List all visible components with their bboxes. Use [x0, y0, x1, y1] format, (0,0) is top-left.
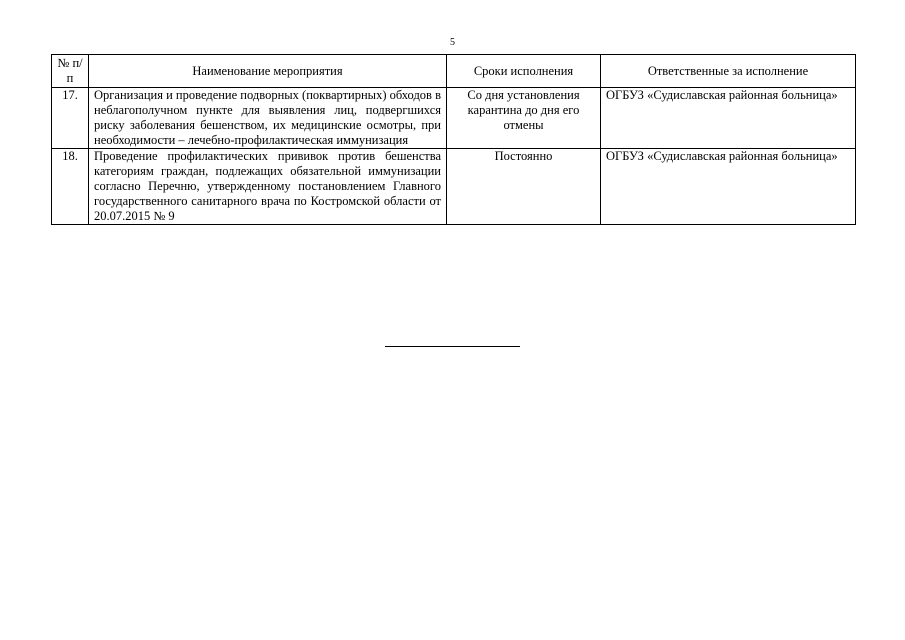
row-num: 17.: [52, 88, 89, 149]
table-row: [52, 149, 856, 225]
row-term: Со дня установления карантина до дня его отмены: [447, 88, 601, 149]
row-responsible: ОГБУЗ «Судиславская районная больница»: [601, 149, 856, 225]
row-measure-name: Проведение профилактических прививок против бешенства категориям граждан, подлежащих обязательной иммунизации согласно Перечню, утвержденному постановлением Главного государственного санитарного врача по Костромской области от 20.07.2015 № 9: [89, 149, 447, 225]
header-term: Сроки исполнения: [447, 55, 601, 88]
row-measure-name: Организация и проведение подворных (поквартирных) обходов в неблагополучном пункте для выявления лиц, подвергшихся риску заболевания бешенством, их медицинские осмотры, при необходимости – лечебно-профилактическая иммунизация: [89, 88, 447, 149]
row-num: 18.: [52, 149, 89, 225]
table-row: [52, 88, 856, 149]
measures-table: [51, 54, 856, 225]
header-responsible: Ответственные за исполнение: [601, 55, 856, 88]
row-responsible: ОГБУЗ «Судиславская районная больница»: [601, 88, 856, 149]
closing-divider-line: [385, 346, 520, 347]
row-term: Постоянно: [447, 149, 601, 225]
page-number: 5: [450, 37, 455, 48]
table-header-row: [52, 55, 856, 88]
header-num: № п/п: [52, 55, 89, 88]
header-name: Наименование мероприятия: [89, 55, 447, 88]
